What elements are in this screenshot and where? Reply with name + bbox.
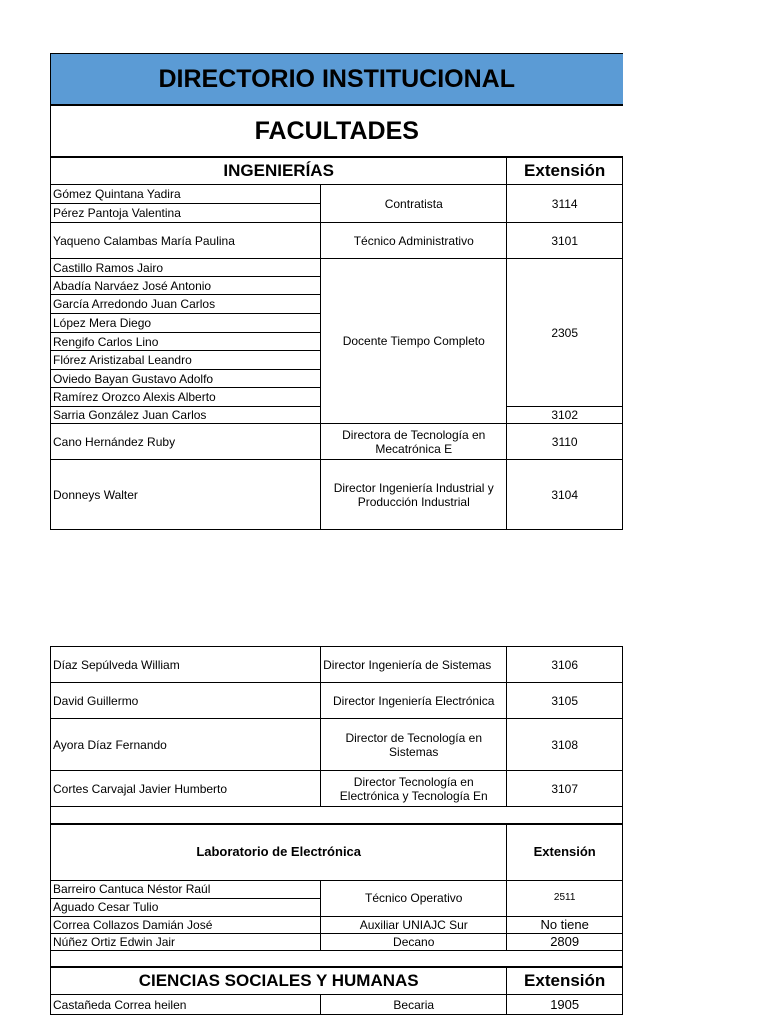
section-sociales-header: CIENCIAS SOCIALES Y HUMANAS (51, 967, 507, 995)
person-name: Díaz Sepúlveda William (51, 647, 321, 683)
extension-cell: 3102 (507, 407, 623, 424)
person-name: Sarria González Juan Carlos (51, 407, 321, 424)
extension-header: Extensión (507, 157, 623, 185)
extension-header: Extensión (507, 824, 623, 881)
extension-header: Extensión (507, 967, 623, 995)
role-cell: Docente Tiempo Completo (321, 259, 507, 424)
role-cell: Auxiliar UNIAJC Sur (321, 916, 507, 933)
extension-cell: 3110 (507, 424, 623, 460)
role-cell: Contratista (321, 185, 507, 223)
person-name: Cano Hernández Ruby (51, 424, 321, 460)
person-name: López Mera Diego (51, 314, 321, 333)
person-name: Aguado Cesar Tulio (51, 898, 321, 916)
faculties-title: FACULTADES (51, 105, 623, 157)
ingenierias-table (50, 53, 623, 530)
extension-cell: 1905 (507, 995, 623, 1015)
person-name: Rengifo Carlos Lino (51, 333, 321, 351)
section-laboratorio-header: Laboratorio de Electrónica (51, 824, 507, 881)
role-cell: Director de Tecnología en Sistemas (321, 719, 507, 771)
ingenierias-directors-table (50, 646, 623, 1015)
directory-sheet-bottom (50, 646, 623, 1015)
person-name: Gómez Quintana Yadira (51, 185, 321, 204)
extension-cell: 3114 (507, 185, 623, 223)
role-cell: Director Ingeniería Electrónica (321, 683, 507, 719)
role-cell: Director Ingeniería Industrial y Producción Industrial (321, 460, 507, 530)
person-name: Barreiro Cantuca Néstor Raúl (51, 880, 321, 898)
extension-cell: 3101 (507, 223, 623, 259)
extension-cell: No tiene (507, 916, 623, 933)
role-cell: Director Ingeniería de Sistemas (321, 647, 507, 683)
extension-cell: 3107 (507, 771, 623, 807)
person-name: David Guillermo (51, 683, 321, 719)
person-name: Flórez Aristizabal Leandro (51, 351, 321, 370)
role-cell: Técnico Administrativo (321, 223, 507, 259)
person-name: Correa Collazos Damián José (51, 916, 321, 933)
extension-cell: 3104 (507, 460, 623, 530)
person-name: Ramírez Orozco Alexis Alberto (51, 388, 321, 407)
role-cell: Director Tecnología en Electrónica y Tecnología En (321, 771, 507, 807)
person-name: Donneys Walter (51, 460, 321, 530)
person-name: Castillo Ramos Jairo (51, 259, 321, 277)
person-name: Castañeda Correa heilen (51, 995, 321, 1015)
role-cell: Becaria (321, 995, 507, 1015)
person-name: Cortes Carvajal Javier Humberto (51, 771, 321, 807)
extension-cell: 2305 (507, 259, 623, 407)
directory-title: DIRECTORIO INSTITUCIONAL (51, 54, 623, 106)
section-ingenierias-header: INGENIERÍAS (51, 157, 507, 185)
person-name: Ayora Díaz Fernando (51, 719, 321, 771)
extension-cell: 3108 (507, 719, 623, 771)
extension-cell: 3105 (507, 683, 623, 719)
role-cell: Técnico Operativo (321, 880, 507, 916)
role-cell: Decano (321, 933, 507, 950)
person-name: Oviedo Bayan Gustavo Adolfo (51, 370, 321, 388)
blank-row (51, 807, 623, 824)
blank-row (51, 950, 623, 967)
person-name: Yaqueno Calambas María Paulina (51, 223, 321, 259)
extension-cell: 2511 (507, 880, 623, 916)
role-cell: Directora de Tecnología en Mecatrónica E (321, 424, 507, 460)
directory-sheet-top (50, 53, 623, 530)
extension-cell: 3106 (507, 647, 623, 683)
person-name: Pérez Pantoja Valentina (51, 204, 321, 223)
person-name: Abadía Narváez José Antonio (51, 277, 321, 295)
person-name: Núñez Ortiz Edwin Jair (51, 933, 321, 950)
extension-cell: 2809 (507, 933, 623, 950)
person-name: García Arredondo Juan Carlos (51, 295, 321, 314)
